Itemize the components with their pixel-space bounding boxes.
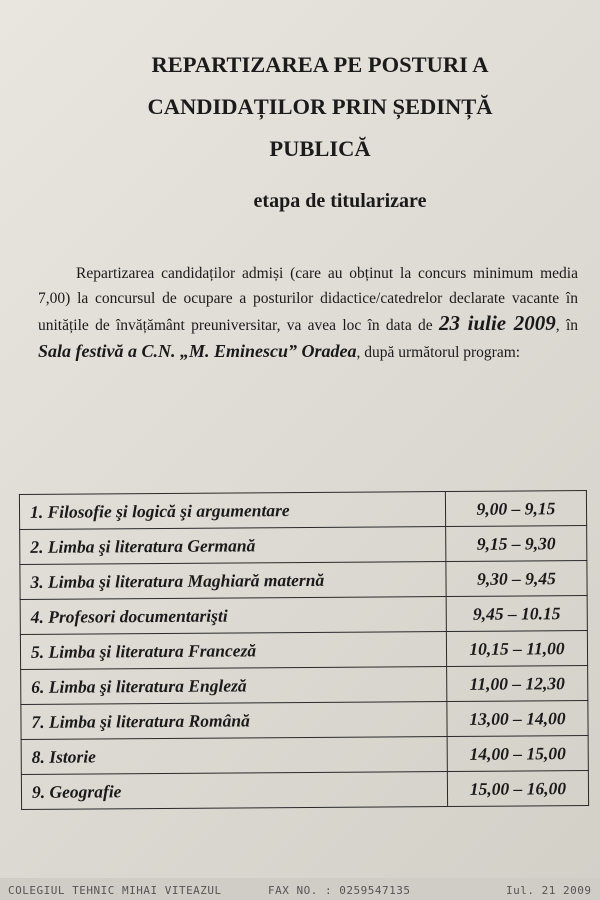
time-cell: 11,00 – 12,30 bbox=[447, 666, 588, 702]
time-cell: 9,15 – 9,30 bbox=[446, 526, 587, 562]
time-cell: 9,30 – 9,45 bbox=[446, 561, 587, 597]
time-cell: 10,15 – 11,00 bbox=[446, 631, 587, 667]
subject-cell: 2. Limba şi literatura Germană bbox=[20, 527, 446, 565]
intro-connector: , în bbox=[555, 317, 578, 334]
subject-cell: 6. Limba şi literatura Engleză bbox=[21, 667, 447, 705]
event-date: 23 iulie 2009 bbox=[438, 311, 556, 335]
event-location: Sala festivă a C.N. „M. Eminescu” Oradea bbox=[38, 340, 357, 361]
title-line-1: REPARTIZAREA PE POSTURI A bbox=[151, 52, 489, 77]
table-row bbox=[19, 491, 586, 530]
intro-ending: , după următorul program: bbox=[356, 343, 521, 361]
subject-cell: 7. Limba şi literatura Română bbox=[21, 702, 447, 740]
fax-sender: COLEGIUL TEHNIC MIHAI VITEAZUL bbox=[8, 884, 222, 897]
table-row bbox=[21, 701, 588, 740]
fax-footer bbox=[0, 878, 600, 900]
time-cell: 14,00 – 15,00 bbox=[447, 736, 588, 772]
subject-cell: 4. Profesori documentarişti bbox=[20, 597, 446, 635]
schedule-table bbox=[19, 490, 589, 810]
subject-cell: 1. Filosofie şi logică şi argumentare bbox=[19, 492, 445, 530]
document-title bbox=[60, 44, 580, 170]
document-subtitle: etapa de titularizare bbox=[253, 190, 427, 212]
intro-text: Repartizarea candidaților admiși (care au obținut la concurs minimum media 7,00) la concursul de ocupare a posturilor didactice/catedrelor declarate vacante în unitățile de învățământ preuniversitar, va avea loc în data de bbox=[38, 265, 578, 334]
table-row bbox=[21, 771, 588, 810]
table-row bbox=[20, 526, 587, 565]
table-row bbox=[20, 596, 587, 635]
subject-cell: 5. Limba şi literatura Franceză bbox=[20, 632, 446, 670]
time-cell: 13,00 – 14,00 bbox=[447, 701, 588, 737]
time-cell: 9,45 – 10.15 bbox=[446, 596, 587, 632]
intro-paragraph bbox=[38, 262, 578, 365]
table-row bbox=[21, 736, 588, 775]
subject-cell: 3. Limba şi literatura Maghiară maternă bbox=[20, 562, 446, 600]
table-row bbox=[21, 666, 588, 705]
time-cell: 9,00 – 9,15 bbox=[445, 491, 586, 527]
subject-cell: 8. Istorie bbox=[21, 737, 447, 775]
time-cell: 15,00 – 16,00 bbox=[447, 771, 588, 807]
title-line-3: PUBLICĂ bbox=[269, 136, 371, 161]
fax-number: FAX NO. : 0259547135 bbox=[268, 884, 411, 897]
table-row bbox=[20, 561, 587, 600]
title-line-2: CANDIDAȚILOR PRIN ȘEDINȚĂ bbox=[147, 94, 493, 119]
subject-cell: 9. Geografie bbox=[21, 772, 447, 810]
fax-date: Iul. 21 2009 bbox=[506, 884, 592, 897]
table-row bbox=[20, 631, 587, 670]
